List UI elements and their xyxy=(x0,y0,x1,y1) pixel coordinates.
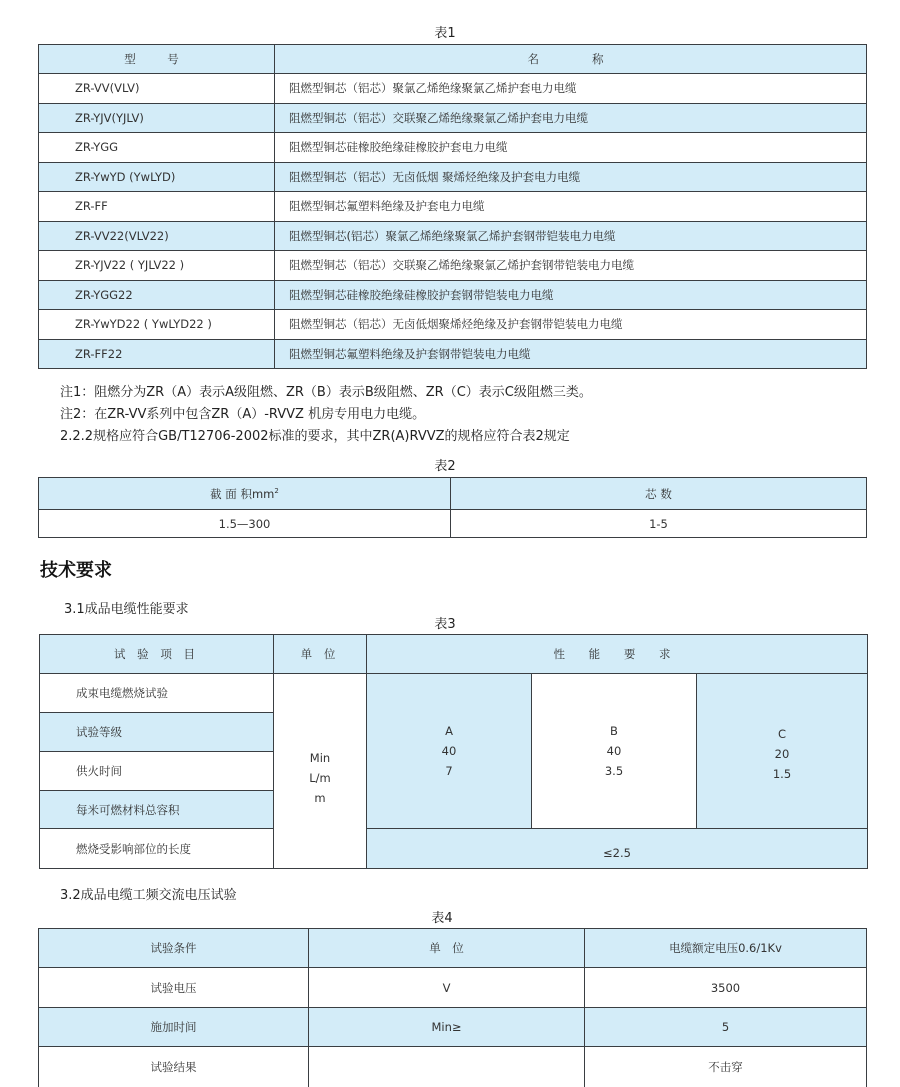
grade-label: C xyxy=(777,727,787,741)
grade-time: 40 xyxy=(606,744,622,758)
table1 xyxy=(38,44,867,369)
table4-header-rated-voltage: 电缆额定电压0.6/1Kv xyxy=(585,929,867,968)
table1-header-model: 型 号 xyxy=(39,45,275,74)
table1-model: ZR-YJV22 ( YJLV22 ) xyxy=(39,251,275,281)
table3-grade-a xyxy=(367,674,532,829)
table3 xyxy=(39,634,868,869)
table2-header-area xyxy=(39,478,451,510)
subsection-3-1: 3.1成品电缆性能要求 xyxy=(64,602,189,617)
table2-header-area-label: 截 面 积mm xyxy=(210,486,275,501)
table4-unit: Min≥ xyxy=(309,1008,585,1047)
superscript: 2 xyxy=(274,486,279,495)
table4-header-unit: 单 位 xyxy=(309,929,585,968)
note-2: 注2：在ZR-VV系列中包含ZR（A）-RVVZ 机房专用电力电缆。 xyxy=(60,407,426,422)
table3-item: 成束电缆燃烧试验 xyxy=(40,674,274,713)
section-title: 技术要求 xyxy=(40,560,112,581)
table1-model: ZR-YwYD22 ( YwLYD22 ) xyxy=(39,310,275,340)
table1-name: 阻燃型铜芯（铝芯）交联聚乙烯绝缘聚氯乙烯护套钢带铠装电力电缆 xyxy=(275,251,867,281)
table3-item: 供火时间 xyxy=(40,752,274,791)
table1-model: ZR-VV22(VLV22) xyxy=(39,221,275,251)
table3-item: 每米可燃材料总容积 xyxy=(40,791,274,829)
subsection-3-2: 3.2成品电缆工频交流电压试验 xyxy=(60,888,237,903)
table4-value: 不击穿 xyxy=(585,1047,867,1087)
table1-name: 阻燃型铜芯氟塑料绝缘及护套电力电缆 xyxy=(275,192,867,222)
table1-name: 阻燃型铜芯硅橡胶绝缘硅橡胶护套钢带铠装电力电缆 xyxy=(275,280,867,310)
unit-m: m xyxy=(314,791,326,805)
table4-condition: 试验电压 xyxy=(39,968,309,1008)
table3-header-unit: 单 位 xyxy=(274,635,367,674)
table2 xyxy=(38,477,867,538)
grade-label: B xyxy=(610,724,618,738)
unit-lm: L/m xyxy=(309,771,331,785)
table1-header-name: 名 称 xyxy=(275,45,867,74)
table1-model: ZR-YGG22 xyxy=(39,280,275,310)
table1-model: ZR-YGG xyxy=(39,133,275,163)
table1-name: 阻燃型铜芯（铝芯）无卤低烟聚烯烃绝缘及护套钢带铠装电力电缆 xyxy=(275,310,867,340)
table3-item: 试验等级 xyxy=(40,713,274,752)
table1-model: ZR-YwYD (YwLYD) xyxy=(39,162,275,192)
table1-name: 阻燃型铜芯（铝芯）交联聚乙烯绝缘聚氯乙烯护套电力电缆 xyxy=(275,103,867,133)
table1-name: 阻燃型铜芯氟塑料绝缘及护套钢带铠装电力电缆 xyxy=(275,339,867,369)
table1-model: ZR-YJV(YJLV) xyxy=(39,103,275,133)
grade-time: 20 xyxy=(774,747,790,761)
table1-name: 阻燃型铜芯（铝芯）聚氯乙烯绝缘聚氯乙烯护套电力电缆 xyxy=(275,74,867,104)
table1-model: ZR-VV(VLV) xyxy=(39,74,275,104)
table4-value: 3500 xyxy=(585,968,867,1008)
table4-caption: 表4 xyxy=(431,911,453,926)
table3-units xyxy=(274,674,367,869)
table1-model: ZR-FF22 xyxy=(39,339,275,369)
table1-caption: 表1 xyxy=(434,26,456,41)
grade-label: A xyxy=(445,724,453,738)
table4 xyxy=(38,928,867,1087)
table4-unit: V xyxy=(309,968,585,1008)
table4-value: 5 xyxy=(585,1008,867,1047)
table4-header-condition: 试验条件 xyxy=(39,929,309,968)
table4-condition: 施加时间 xyxy=(39,1008,309,1047)
table3-caption: 表3 xyxy=(434,617,456,632)
grade-time: 40 xyxy=(441,744,457,758)
table3-grade-c xyxy=(697,674,868,829)
table4-unit xyxy=(309,1047,585,1087)
table1-name: 阻燃型铜芯（铝芯）无卤低烟 聚烯烃绝缘及护套电力电缆 xyxy=(275,162,867,192)
table3-header-req: 性 能 要 求 xyxy=(367,635,868,674)
table3-item: 燃烧受影响部位的长度 xyxy=(40,829,274,869)
table3-header-item: 试 验 项 目 xyxy=(40,635,274,674)
table4-condition: 试验结果 xyxy=(39,1047,309,1087)
grade-volume: 1.5 xyxy=(772,767,792,781)
table1-name: 阻燃型铜芯硅橡胶绝缘硅橡胶护套电力电缆 xyxy=(275,133,867,163)
note-spec: 2.2.2规格应符合GB/T12706-2002标准的要求，其中ZR(A)RVVZ的规格应符合表2规定 xyxy=(60,429,570,444)
grade-volume: 3.5 xyxy=(604,764,624,778)
grade-volume: 7 xyxy=(445,764,453,778)
table2-caption: 表2 xyxy=(434,459,456,474)
note-1: 注1：阻燃分为ZR（A）表示A级阻燃、ZR（B）表示B级阻燃、ZR（C）表示C级阻燃三类。 xyxy=(60,385,592,400)
table2-area-value: 1.5—300 xyxy=(39,510,451,538)
table1-model: ZR-FF xyxy=(39,192,275,222)
table2-header-cores: 芯 数 xyxy=(451,478,867,510)
table1-name: 阻燃型铜芯(铝芯）聚氯乙烯绝缘聚氯乙烯护套钢带铠装电力电缆 xyxy=(275,221,867,251)
table2-cores-value: 1-5 xyxy=(451,510,867,538)
unit-min: Min xyxy=(309,751,331,765)
table3-grade-b xyxy=(532,674,697,829)
table3-length-req: ≤2.5 xyxy=(367,829,868,869)
